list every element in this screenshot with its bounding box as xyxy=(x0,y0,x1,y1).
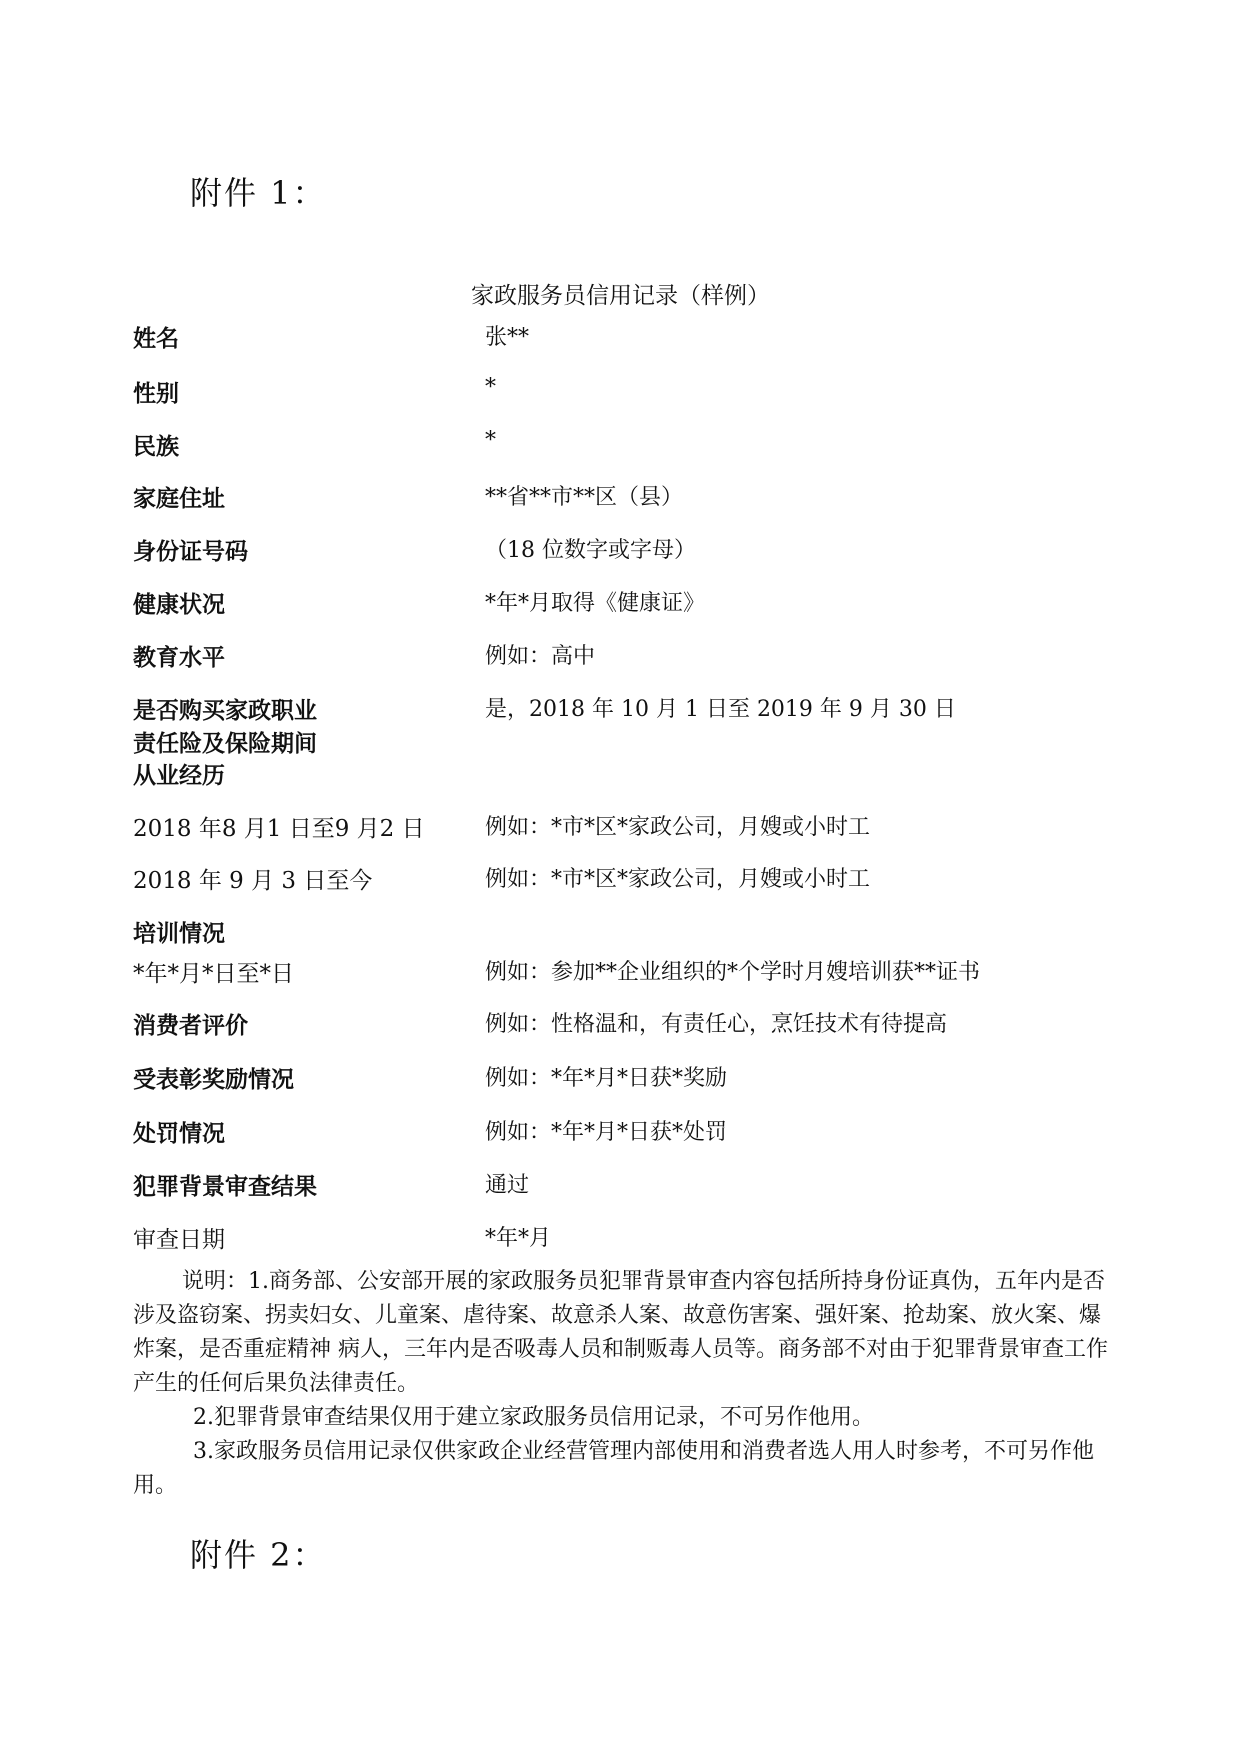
label-education: 教育水平 xyxy=(133,645,225,671)
label-gender: 性别 xyxy=(133,381,179,407)
label-consumer-review: 消费者评价 xyxy=(133,1013,248,1039)
value-background-check: 通过 xyxy=(485,1173,530,1198)
value-work-period-2: 例如：*市*区*家政公司，月嫂或小时工 xyxy=(485,867,871,892)
note-3: 3.家政服务员信用记录仅供家政企业经营管理内部使用和消费者选人用人时参考，不可另作他用。 xyxy=(133,1439,1094,1498)
note-1: 说明：1.商务部、公安部开展的家政服务员犯罪背景审查内容包括所持身份证真伪，五年内是否涉及盗窃案、拐卖妇女、儿童案、虐待案、故意杀人案、故意伤害案、强奸案、抢劫案、放火案、爆炸案，是否重症精神 病人，三年内是否吸毒人员和制贩毒人员等。商务部不对由于犯罪背景审查工作产生的任何后果负法律责任。 xyxy=(133,1269,1108,1396)
value-ethnicity: * xyxy=(485,428,496,453)
label-insurance-line-2: 责任险及保险期间 xyxy=(133,731,317,757)
label-training-period: *年*月*日至*日 xyxy=(133,961,294,987)
value-health: *年*月取得《健康证》 xyxy=(485,591,706,616)
label-work-history: 从业经历 xyxy=(133,763,225,789)
value-check-date: *年*月 xyxy=(485,1226,552,1251)
value-awards: 例如：*年*月*日获*奖励 xyxy=(485,1066,728,1091)
attachment-1-heading: 附件 1： xyxy=(190,174,327,212)
label-awards: 受表彰奖励情况 xyxy=(133,1067,294,1093)
value-gender: * xyxy=(485,375,496,400)
value-name: 张** xyxy=(485,325,530,350)
value-insurance: 是，2018 年 10 月 1 日至 2019 年 9 月 30 日 xyxy=(485,697,956,722)
label-name: 姓名 xyxy=(133,326,179,352)
attachment-2-heading: 附件 2： xyxy=(190,1536,327,1574)
value-id-number: （18 位数字或字母） xyxy=(485,538,696,563)
document-title: 家政服务员信用记录（样例） xyxy=(471,283,770,309)
label-work-period-2: 2018 年 9 月 3 日至今 xyxy=(133,868,373,894)
value-training-period: 例如：参加**企业组织的*个学时月嫂培训获**证书 xyxy=(485,960,981,985)
value-consumer-review: 例如：性格温和，有责任心，烹饪技术有待提高 xyxy=(485,1012,948,1037)
value-penalties: 例如：*年*月*日获*处罚 xyxy=(485,1120,728,1145)
label-address: 家庭住址 xyxy=(133,486,225,512)
label-check-date: 审查日期 xyxy=(133,1227,225,1253)
notes-section xyxy=(133,1265,1118,1503)
label-id-number: 身份证号码 xyxy=(133,539,248,565)
label-background-check: 犯罪背景审查结果 xyxy=(133,1174,317,1200)
note-2: 2.犯罪背景审查结果仅用于建立家政服务员信用记录，不可另作他用。 xyxy=(193,1405,874,1430)
label-penalties: 处罚情况 xyxy=(133,1121,225,1147)
value-work-period-1: 例如：*市*区*家政公司，月嫂或小时工 xyxy=(485,815,871,840)
label-ethnicity: 民族 xyxy=(133,434,179,460)
label-training: 培训情况 xyxy=(133,921,225,947)
value-education: 例如：高中 xyxy=(485,644,596,669)
label-health: 健康状况 xyxy=(133,592,225,618)
label-work-period-1: 2018 年8 月1 日至9 月2 日 xyxy=(133,816,425,842)
label-insurance-line-1: 是否购买家政职业 xyxy=(133,698,317,724)
value-address: **省**市**区（县） xyxy=(485,485,684,510)
